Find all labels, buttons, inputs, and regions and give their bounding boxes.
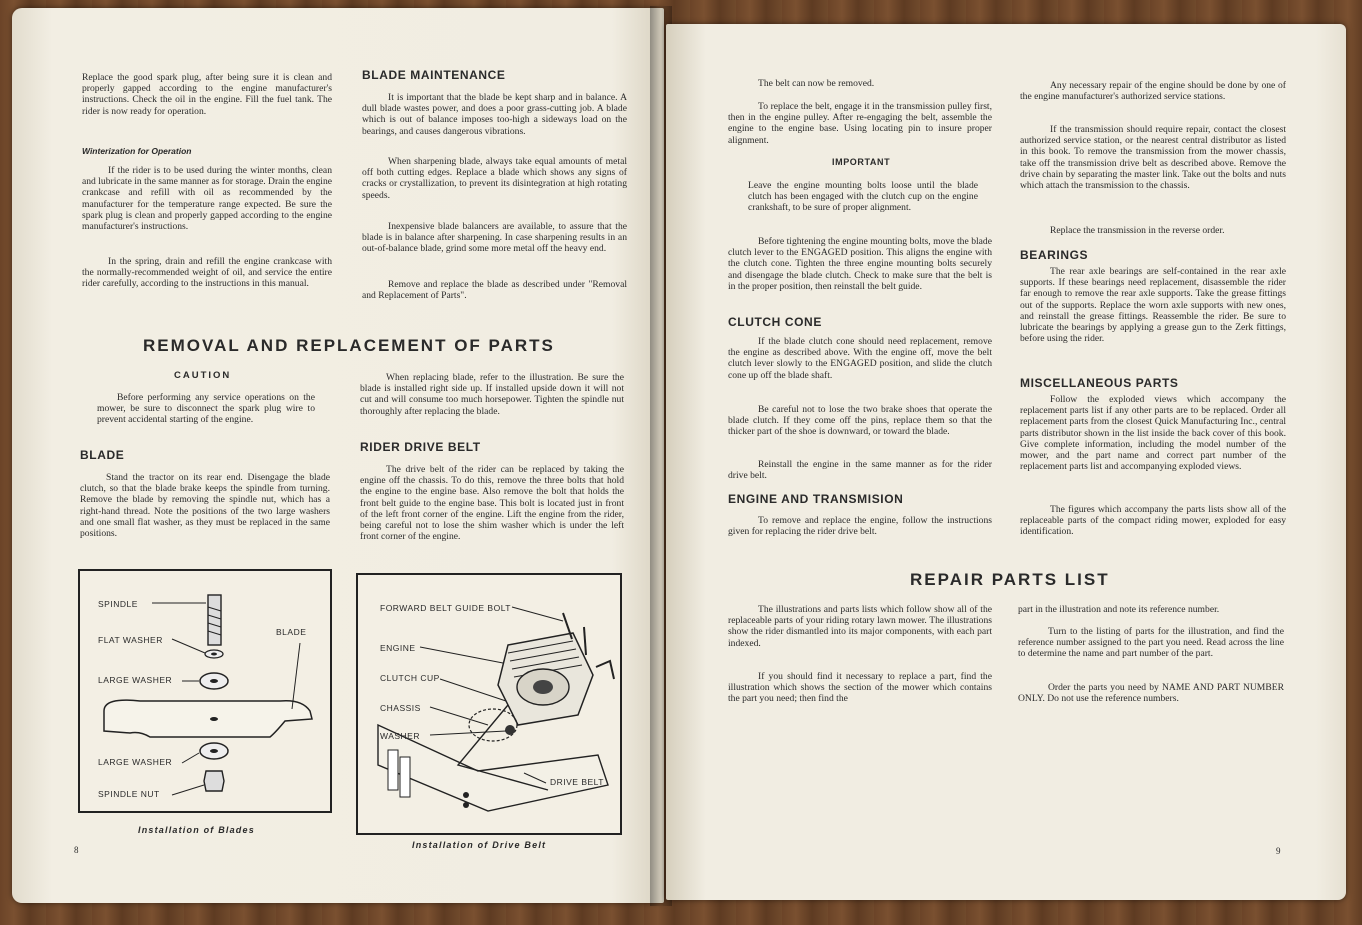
- figures-paragraph: The figures which accompany the parts lists show all of the replaceable parts of the compact riding mower, exploded for easy identification.: [1020, 504, 1286, 538]
- page-number-right: 9: [1276, 846, 1281, 856]
- replace-belt-paragraph: To replace the belt, engage it in the transmission pulley first, then in the engine pulley. After re-engaging the belt, assemble the engine to the engine base. Using locating pin to insure proper alignment.: [728, 101, 992, 146]
- washer-label: WASHER: [380, 731, 420, 741]
- intro-paragraph: Replace the good spark plug, after being sure it is clean and properly gapped according to the engine manufacturer's instructions. Check the oil in the engine. Fill the fuel tank. The rider is now ready for operation.: [82, 72, 332, 117]
- left-page: [12, 8, 664, 903]
- blade-maintenance-p4: Remove and replace the blade as described under "Removal and Replacement of Parts".: [362, 279, 627, 302]
- repair-parts-p1: The illustrations and parts lists which follow show all of the replaceable parts of your riding rotary lawn mower. The illustrations show the rider dismantled into its major components, with each part indexed.: [728, 604, 992, 649]
- forward-belt-guide-bolt-label: FORWARD BELT GUIDE BOLT: [380, 603, 511, 613]
- miscellaneous-parts-paragraph: Follow the exploded views which accompany the replacement parts list if any other parts are to be replaced. Order all replacement parts from the closest Quick Manufacturing Inc., central parts distributor shown in the list inside the back cover of this book. Give complete information, including the model number of the mower, and the part name and correct part number of the replacement parts list and accompanying exploded views.: [1020, 394, 1286, 473]
- spring-paragraph: In the spring, drain and refill the engine crankcase with the normally-recommended weight of oil, and service the entire rider carefully, according to the instructions in this manual.: [82, 256, 332, 290]
- blade-installation-figure: [78, 569, 332, 813]
- clutch-cone-p3: Reinstall the engine in the same manner as for the rider drive belt.: [728, 459, 992, 482]
- rider-drive-belt-paragraph: The drive belt of the rider can be replaced by taking the engine off the chassis. To do this, remove the three bolts that hold the engine to the engine base. Also remove the bolt that holds the front belt guide to the engine base. This bolt is located just in front of the left front corner of the engine. Lift the engine from the rider, being careful not to lose the shim washer which is under the left front corner of the engine.: [360, 464, 624, 543]
- right-page: [666, 24, 1346, 900]
- rider-drive-belt-heading: RIDER DRIVE BELT: [360, 440, 481, 454]
- important-paragraph: Leave the engine mounting bolts loose until the blade clutch has been engaged with the clutch cup on the engine crankshaft, to be sure of proper alignment.: [748, 180, 978, 214]
- clutch-cone-p2: Be careful not to lose the two brake shoes that operate the blade clutch. If they come off the pins, replace them so that the thicker part of the shoe is downward, or toward the blade.: [728, 404, 992, 438]
- drive-belt-figure-caption: Installation of Drive Belt: [412, 840, 547, 850]
- engine-label: ENGINE: [380, 643, 416, 653]
- replace-blade-paragraph: When replacing blade, refer to the illustration. Be sure the blade is installed right side up. If installed upside down it will not cut and will consume too much horsepower. Tighten the spindle nut thoroughly after replacing the blade.: [360, 372, 624, 417]
- engine-paragraph: To remove and replace the engine, follow the instructions given for replacing the rider drive belt.: [728, 515, 992, 538]
- transmission-paragraph: If the transmission should require repair, contact the closest authorized service station, or the nearest central distributor as listed in this book. To remove the transmission from the mower chassis, take off the transmission drive belt as described above. Remove the drive chain by separating the master link. Take out the bolts and nuts which attach the transmission to the chassis.: [1020, 124, 1286, 192]
- large-washer-top-label: LARGE WASHER: [98, 675, 173, 685]
- spindle-label: SPINDLE: [98, 599, 138, 609]
- winterization-paragraph: If the rider is to be used during the winter months, clean and lubricate in the same manner as for storage. Drain the engine crankcase and refill with oil as recommended by the manufacturer for the temperature range expected. Be sure the spark plug is clean and properly gapped according to the engine manufacturer's instructions.: [82, 165, 332, 233]
- repair-parts-p3: part in the illustration and note its reference number.: [1018, 604, 1220, 615]
- engine-transmision-heading: ENGINE AND TRANSMISION: [728, 492, 904, 506]
- blade-maintenance-heading: BLADE MAINTENANCE: [362, 68, 506, 82]
- blade-figure-caption: Installation of Blades: [138, 825, 255, 835]
- repair-parts-p5: Order the parts you need by NAME AND PART NUMBER ONLY. Do not use the reference numbers.: [1018, 682, 1284, 705]
- caution-paragraph: Before performing any service operations on the mower, be sure to disconnect the spark plug wire to prevent accidental starting of the engine.: [97, 392, 315, 426]
- blade-maintenance-p3: Inexpensive blade balancers are available, to assure that the blade is in balance after sharpening. In case sharpening results in an out-of-balance blade, grind some more metal off the heavy end.: [362, 221, 627, 255]
- important-heading: IMPORTANT: [832, 157, 891, 167]
- blade-label: BLADE: [276, 627, 307, 637]
- drive-belt-label: DRIVE BELT: [550, 777, 604, 787]
- page-number-left: 8: [74, 845, 79, 855]
- blade-heading: BLADE: [80, 448, 125, 462]
- miscellaneous-parts-heading: MISCELLANEOUS PARTS: [1020, 376, 1179, 390]
- large-washer-bottom-label: LARGE WASHER: [98, 757, 173, 767]
- repair-parts-p4: Turn to the listing of parts for the illustration, and find the reference number assigned to the part you need. Read across the line to determine the name and part number of the part.: [1018, 626, 1284, 660]
- repair-parts-p2: If you should find it necessary to replace a part, find the illustration which shows the section of the mower which contains the part you need; then find the: [728, 671, 992, 705]
- drive-belt-installation-figure: [356, 573, 622, 835]
- clutch-cone-p1: If the blade clutch cone should need replacement, remove the engine as described above. With the engine off, move the belt clutch lever slowly to the ENGAGED position, and slide the clutch cone up off the blade shaft.: [728, 336, 992, 381]
- winterization-heading: Winterization for Operation: [82, 146, 192, 156]
- blade-maintenance-p2: When sharpening blade, always take equal amounts of metal off both cutting edges. Replace a blade which shows any signs of cracks or crystallization, to prevent its disintegration at high rotating speeds.: [362, 156, 627, 201]
- before-tightening-paragraph: Before tightening the engine mounting bolts, move the blade clutch lever to the ENGAGED position. This aligns the engine with the clutch cone. Tighten the three engine mounting bolts securely and disengage the blade clutch. Check to make sure that the belt is in the proper position, then reinstall the belt guide.: [728, 236, 992, 292]
- engine-repair-paragraph: Any necessary repair of the engine should be done by one of the engine manufacturer's authorized service stations.: [1020, 80, 1286, 103]
- flat-washer-label: FLAT WASHER: [98, 635, 163, 645]
- section-title: REMOVAL AND REPLACEMENT OF PARTS: [143, 336, 555, 355]
- bearings-paragraph: The rear axle bearings are self-contained in the rear axle supports. If these bearings need replacement, disassemble the rider far enough to remove the rear axle supports. Take the grease fittings out of the supports. Replace the worn axle supports with new ones, and reinstall the grease fittings. Reassemble the rider. Be sure to lubricate the bearings by applying a grease gun to the Zerk fittings, before using the rider.: [1020, 266, 1286, 345]
- clutch-cone-heading: CLUTCH CONE: [728, 315, 822, 329]
- repair-parts-list-title: REPAIR PARTS LIST: [910, 570, 1110, 589]
- blade-paragraph: Stand the tractor on its rear end. Disengage the blade clutch, so that the blade brake keeps the spindle from turning. Remove the blade by removing the spindle nut, which has a right-hand thread. Note the positions of the two large washers and one small flat washer, as they must be replaced in the same positions.: [80, 472, 330, 540]
- bearings-heading: BEARINGS: [1020, 248, 1089, 262]
- chassis-label: CHASSIS: [380, 703, 421, 713]
- clutch-cup-label: CLUTCH CUP: [380, 673, 440, 683]
- blade-maintenance-p1: It is important that the blade be kept sharp and in balance. A dull blade wastes power, and does a poor grass-cutting job. A blade which is out of balance imposes too-high a sideways load on the bearings, and causes dangerous vibrations.: [362, 92, 627, 137]
- transmission-reverse-text: Replace the transmission in the reverse order.: [1050, 225, 1225, 236]
- spindle-nut-label: SPINDLE NUT: [98, 789, 160, 799]
- belt-removed-text: The belt can now be removed.: [758, 78, 875, 89]
- caution-heading: CAUTION: [174, 370, 232, 381]
